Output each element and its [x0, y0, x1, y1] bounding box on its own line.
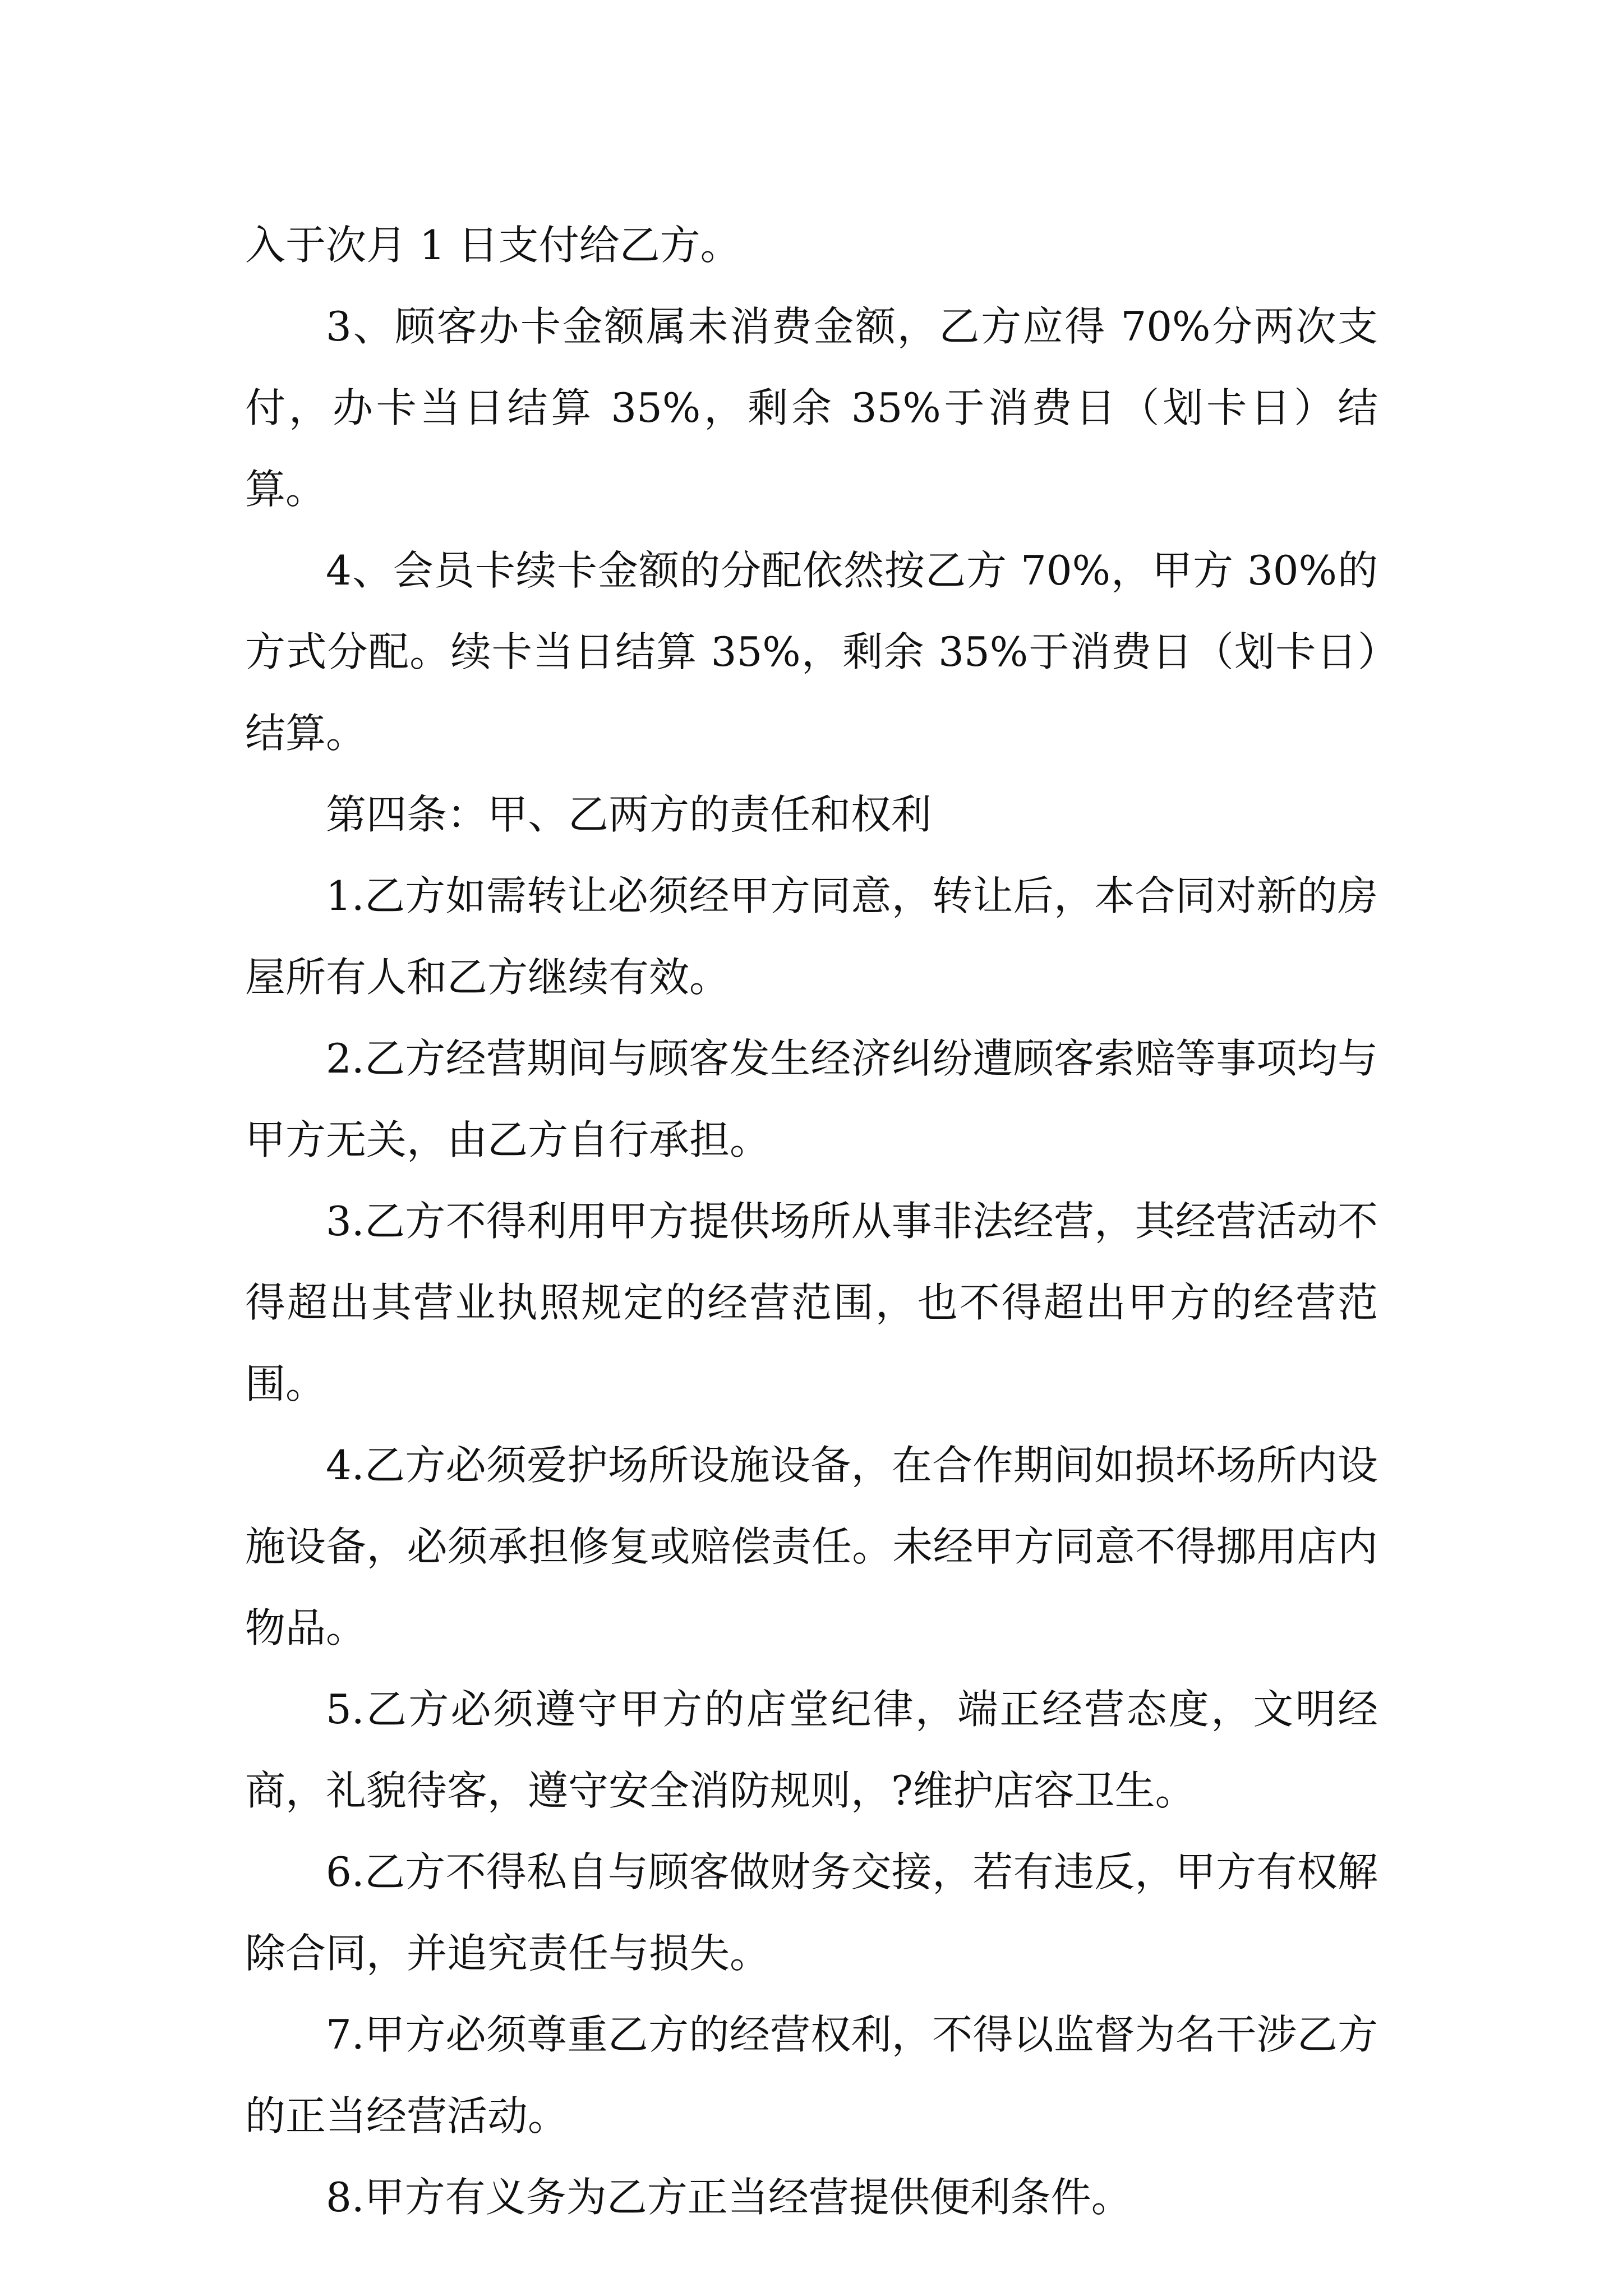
paragraph-clause-4: 4.乙方必须爱护场所设施设备，在合作期间如损坏场所内设施设备，必须承担修复或赔偿责任。未经甲方同意不得挪用店内物品。 — [245, 1442, 1378, 1651]
paragraph-clause-5: 5.乙方必须遵守甲方的店堂纪律，端正经营态度，文明经商，礼貌待客，遵守安全消防规则，?维护店容卫生。 — [245, 1686, 1378, 1814]
paragraph-clause-3: 3.乙方不得利用甲方提供场所从事非法经营，其经营活动不得超出其营业执照规定的经营范围，也不得超出甲方的经营范围。 — [245, 1198, 1378, 1407]
paragraph-item-3-card-payment: 3、顾客办卡金额属未消费金额，乙方应得 70%分两次支付，办卡当日结算 35%，剩余 35%于消费日（划卡日）结算。 — [245, 303, 1378, 513]
paragraph-clause-6: 6.乙方不得私自与顾客做财务交接，若有违反，甲方有权解除合同，并追究责任与损失。 — [245, 1848, 1378, 1977]
paragraph-continuation: 入于次月 1 日支付给乙方。 — [245, 222, 741, 269]
paragraph-clause-1: 1.乙方如需转让必须经甲方同意，转让后，本合同对新的房屋所有人和乙方继续有效。 — [245, 872, 1378, 1001]
paragraph-clause-8: 8.甲方有义务为乙方正当经营提供便利条件。 — [326, 2174, 1132, 2221]
paragraph-clause-7: 7.甲方必须尊重乙方的经营权利，不得以监督为名干涉乙方的正当经营活动。 — [245, 2011, 1378, 2139]
document-body — [245, 205, 1378, 2238]
paragraph-clause-2: 2.乙方经营期间与顾客发生经济纠纷遭顾客索赔等事项均与甲方无关，由乙方自行承担。 — [245, 1035, 1378, 1163]
paragraph-item-4-card-renewal: 4、会员卡续卡金额的分配依然按乙方 70%，甲方 30%的方式分配。续卡当日结算 35%，剩余 35%于消费日（划卡日）结算。 — [245, 547, 1378, 757]
section-heading-article-4: 第四条：甲、乙两方的责任和权利 — [326, 791, 932, 838]
